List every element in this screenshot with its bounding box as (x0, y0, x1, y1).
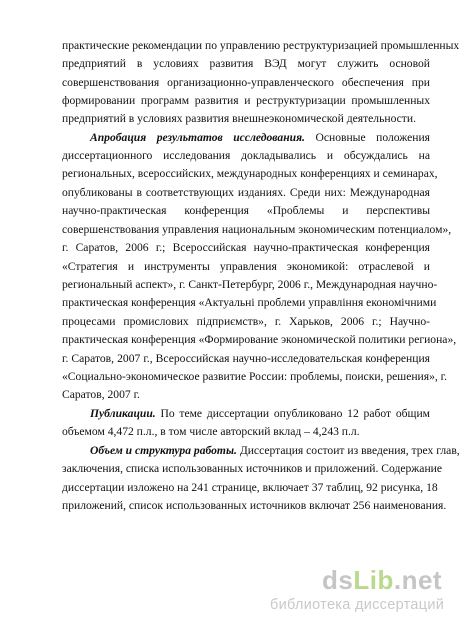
text-line: опубликованы в соответствующих изданиях. Среди них: Международная (62, 186, 430, 199)
text-fragment: Основные положения (315, 131, 431, 144)
text-line: «Стратегия и инструменты управления экономикой: отраслевой и (62, 260, 430, 273)
publications-first-line (90, 406, 430, 422)
approbation-heading: Апробация результатов исследования. (90, 131, 305, 144)
approbation-first-line (90, 130, 430, 146)
text-line: предприятий в условиях развития ВЭД могут служить основой (62, 57, 430, 70)
text-line: объемом 4,472 п.л., в том числе авторский вклад – 4,243 п.л. (62, 425, 360, 438)
text-fragment: Диссертация состоит из введения, трех глав, (239, 444, 460, 457)
text-line: научно-практическая конференция «Проблемы и перспективы (62, 204, 430, 217)
text-line: формировании программ развития и реструктуризации промышленных (62, 94, 430, 107)
text-line: предприятий в условиях развития внешнеэкономической деятельности. (62, 112, 416, 125)
structure-first-line (90, 443, 460, 459)
text-line: приложений, список использованных источников включат 256 наименования. (62, 499, 447, 512)
publications-heading: Публикации. (90, 407, 156, 420)
logo-ds: ds (322, 565, 354, 595)
text-line: практические рекомендации по управлению реструктуризацией промышленных (62, 39, 460, 52)
logo-net: .net (393, 565, 443, 595)
text-line: «Социально-экономическое развитие России: проблемы, поиски, решения», г. (62, 370, 448, 383)
text-line: совершенствования управления национальным экономическим потенциалом», (62, 223, 452, 236)
text-line: диссертации изложено на 241 странице, включает 37 таблиц, 92 рисунка, 18 (62, 481, 438, 494)
text-line: региональных, всероссийских, международных конференциях и семинарах, (62, 167, 438, 180)
text-line: региональный аспект», г. Санкт-Петербург, 2006 г., Международная научно- (62, 278, 438, 291)
text-line: г. Саратов, 2006 г.; Всероссийская научно-практическая конференция (62, 241, 430, 254)
text-line: заключения, списка использованных источников и приложений. Содержание (62, 462, 442, 475)
dslib-logo (322, 565, 442, 596)
text-line: диссертационного исследования докладывались и обсуждались на (62, 149, 430, 162)
watermark-subtitle: библиотека диссертаций (270, 597, 445, 613)
text-fragment: По теме диссертации опубликовано 12 работ общим (160, 407, 430, 420)
logo-lib: Lib (353, 565, 394, 595)
text-line: г. Саратов, 2007 г., Всероссийская научно-исследовательская конференция (62, 352, 430, 365)
structure-heading: Объем и структура работы. (90, 444, 237, 457)
text-line: практическая конференция «Актуальні проблеми управління економічними (62, 296, 437, 309)
text-line: совершенствования организационно-управленческого обеспечения при (62, 76, 430, 89)
text-line: процесами промислових підприємств», г. Харьков, 2006 г.; Научно- (62, 315, 430, 328)
text-line: Саратов, 2007 г. (62, 388, 140, 401)
text-line: практическая конференция «Формирование экономической политики региона», (62, 333, 457, 346)
